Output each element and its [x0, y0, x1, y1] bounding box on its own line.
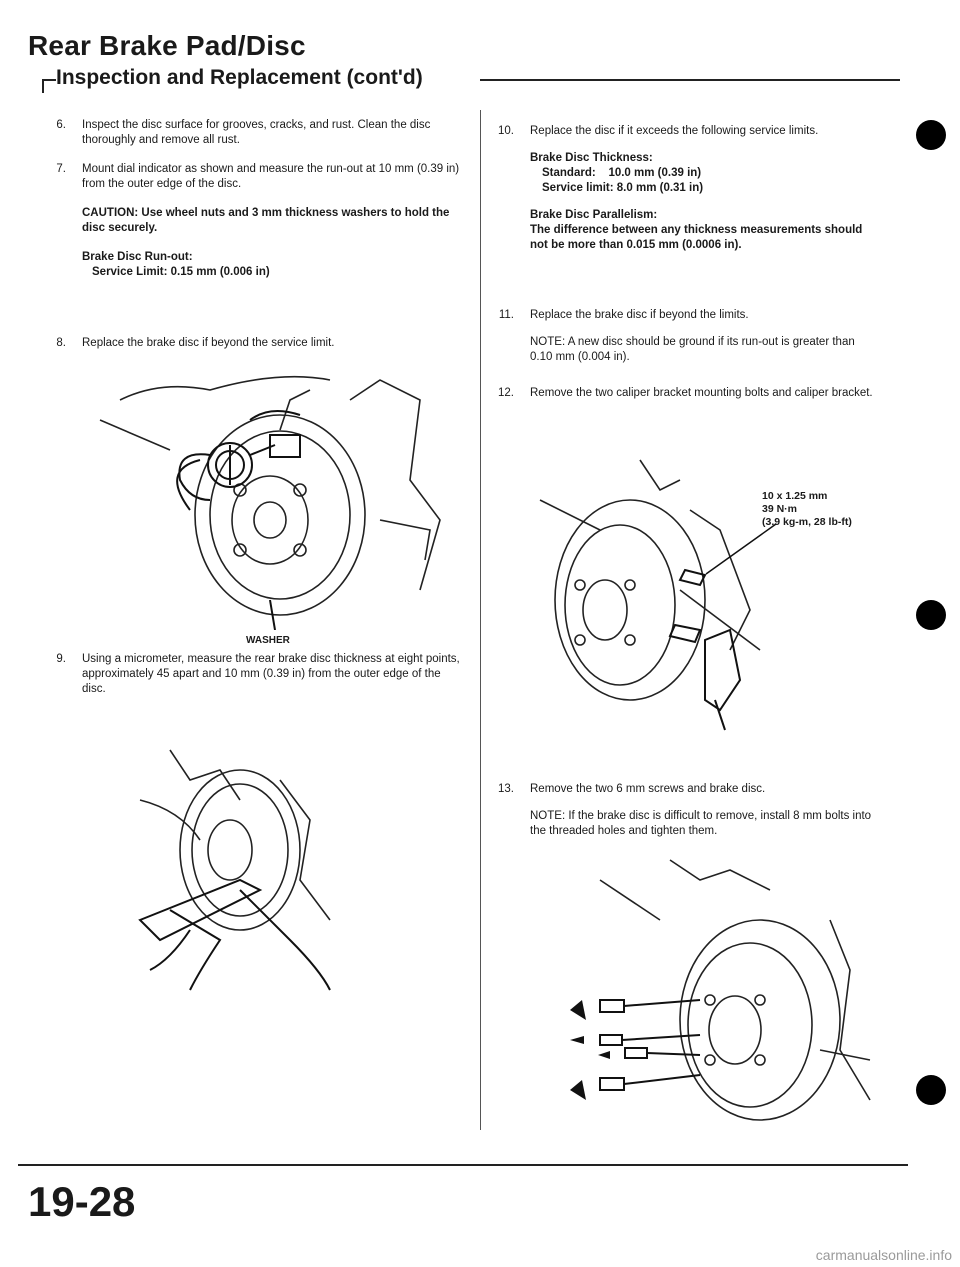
- step-number: 9.: [56, 653, 66, 665]
- parallelism-text: The difference between any thickness measurements should not be more than 0.015 mm (0.0006 in).: [530, 224, 863, 251]
- step-text: Replace the brake disc if beyond the service limit.: [82, 337, 335, 349]
- watermark: carmanualsonline.info: [815, 1247, 952, 1263]
- bottom-rule: [18, 1164, 908, 1166]
- figure-dial-indicator: [80, 360, 450, 630]
- step-number: 10.: [498, 125, 514, 137]
- step-12: [488, 386, 873, 422]
- subtitle-bracket-left: [42, 79, 44, 93]
- step-text: Replace the brake disc if beyond the limits.: [530, 309, 749, 321]
- subtitle-rule-right: [480, 79, 900, 81]
- section-subtitle: Inspection and Replacement (cont'd): [56, 66, 429, 90]
- step-body: [82, 162, 465, 280]
- step-7: [40, 162, 465, 332]
- note-text: NOTE: A new disc should be ground if its run-out is greater than 0.10 mm (0.004 in).: [530, 336, 855, 363]
- figure-micrometer: [130, 740, 360, 1000]
- torque-kgm: (3.9 kg-m, 28 lb-ft): [762, 516, 852, 528]
- step-number: 6.: [56, 119, 66, 131]
- torque-nm: 39 N·m: [762, 503, 798, 515]
- binding-dot-2: [916, 600, 946, 630]
- step-10: [488, 124, 873, 324]
- step-number: 7.: [56, 163, 66, 175]
- torque-leader-line: [700, 520, 780, 580]
- step-text: Remove the two 6 mm screws and brake disc.: [530, 783, 766, 795]
- step-number: 8.: [56, 337, 66, 349]
- thickness-heading: Brake Disc Thickness:: [530, 152, 653, 164]
- step-6: [40, 118, 465, 154]
- step-text: Mount dial indicator as shown and measure the run-out at 10 mm (0.39 in) from the outer edge of the disc.: [82, 163, 460, 190]
- binding-dot-1: [916, 120, 946, 150]
- torque-bolt-size: 10 x 1.25 mm: [762, 490, 828, 502]
- step-body: [530, 782, 873, 839]
- figure-disc-removal: [570, 850, 890, 1140]
- thickness-standard: Standard: 10.0 mm (0.39 in): [542, 167, 702, 179]
- note-text: NOTE: If the brake disc is difficult to remove, install 8 mm bolts into the threaded holes and tighten them.: [530, 810, 872, 837]
- spec-heading: Brake Disc Run-out:: [82, 251, 193, 263]
- step-9: [40, 652, 465, 702]
- step-text: Remove the two caliper bracket mounting bolts and caliper bracket.: [530, 387, 873, 399]
- figure-caliper-bracket: [520, 450, 800, 740]
- step-13: [488, 782, 873, 852]
- thickness-limit: Service limit: 8.0 mm (0.31 in): [542, 182, 704, 194]
- step-text: Replace the disc if it exceeds the following service limits.: [530, 125, 819, 137]
- step-11: [488, 308, 873, 368]
- step-text: Inspect the disc surface for grooves, cracks, and rust. Clean the disc thoroughly and remove all rust.: [82, 119, 431, 146]
- step-number: 12.: [498, 387, 514, 399]
- step-number: 13.: [498, 783, 514, 795]
- step-body: [530, 308, 873, 365]
- spec-value: Service Limit: 0.15 mm (0.006 in): [92, 266, 270, 278]
- parallelism-heading: Brake Disc Parallelism:: [530, 209, 658, 221]
- page-title: Rear Brake Pad/Disc: [28, 30, 306, 61]
- step-body: [530, 124, 873, 253]
- figure-label-washer: WASHER: [246, 635, 290, 646]
- step-text: Using a micrometer, measure the rear brake disc thickness at eight points, approximately 45 apart and 10 mm (0.39 in) from the outer edge of the disc.: [82, 653, 460, 695]
- step-8: [40, 336, 465, 356]
- page-number: 19-28: [28, 1178, 136, 1225]
- step-number: 11.: [498, 309, 514, 321]
- column-divider: [480, 110, 481, 1130]
- subtitle-rule-left: [42, 79, 56, 81]
- binding-dot-3: [916, 1075, 946, 1105]
- caution-text: CAUTION: Use wheel nuts and 3 mm thickness washers to hold the disc securely.: [82, 207, 450, 234]
